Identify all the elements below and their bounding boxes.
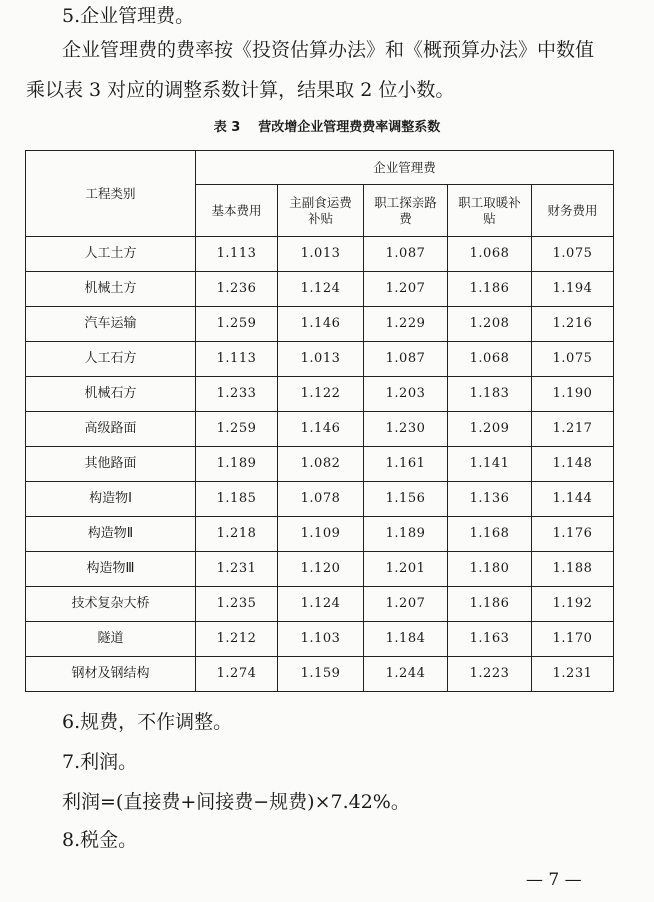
header-col-1: 主副食运费补贴 [278,185,364,237]
row-value: 1.209 [448,412,532,447]
row-value: 1.120 [278,552,364,587]
row-category: 机械石方 [26,377,196,412]
row-value: 1.183 [448,377,532,412]
row-value: 1.124 [278,272,364,307]
row-value: 1.207 [364,587,448,622]
row-category: 汽车运输 [26,307,196,342]
row-value: 1.194 [532,272,614,307]
header-col-3: 职工取暖补贴 [448,185,532,237]
row-category: 高级路面 [26,412,196,447]
row-value: 1.185 [196,482,278,517]
item-5-heading: 5.企业管理费。 [62,5,195,27]
row-value: 1.075 [532,237,614,272]
row-value: 1.078 [278,482,364,517]
coefficient-table [25,150,614,692]
row-value: 1.229 [364,307,448,342]
row-value: 1.156 [364,482,448,517]
page-number: — 7 — [526,870,582,890]
row-value: 1.223 [448,657,532,692]
profit-formula: 利润=(直接费+间接费−规费)×7.42%。 [62,791,410,813]
row-value: 1.233 [196,377,278,412]
item-6-heading: 6.规费，不作调整。 [62,711,233,733]
row-category: 人工土方 [26,237,196,272]
row-value: 1.201 [364,552,448,587]
item-8-heading: 8.税金。 [62,829,138,851]
row-value: 1.244 [364,657,448,692]
row-value: 1.236 [196,272,278,307]
row-value: 1.075 [532,342,614,377]
row-value: 1.124 [278,587,364,622]
row-category: 构造物Ⅰ [26,482,196,517]
header-group-management-fee: 企业管理费 [196,151,614,185]
row-category: 构造物Ⅱ [26,517,196,552]
row-value: 1.113 [196,237,278,272]
row-value: 1.109 [278,517,364,552]
row-value: 1.203 [364,377,448,412]
row-value: 1.176 [532,517,614,552]
row-value: 1.159 [278,657,364,692]
table-row [26,342,614,377]
row-value: 1.216 [532,307,614,342]
row-value: 1.144 [532,482,614,517]
row-value: 1.161 [364,447,448,482]
paragraph-line-2: 乘以表 3 对应的调整系数计算，结果取 2 位小数。 [26,79,455,101]
paragraph-line-1: 企业管理费的费率按《投资估算办法》和《概预算办法》中数值 [62,39,595,61]
row-value: 1.163 [448,622,532,657]
table-row [26,587,614,622]
row-category: 隧道 [26,622,196,657]
row-value: 1.217 [532,412,614,447]
table-row [26,657,614,692]
row-value: 1.184 [364,622,448,657]
table-row [26,237,614,272]
row-value: 1.180 [448,552,532,587]
row-value: 1.087 [364,237,448,272]
table-row [26,482,614,517]
table-row [26,307,614,342]
row-category: 构造物Ⅲ [26,552,196,587]
row-value: 1.259 [196,412,278,447]
row-category: 机械土方 [26,272,196,307]
header-col-0: 基本费用 [196,185,278,237]
row-value: 1.122 [278,377,364,412]
row-value: 1.231 [196,552,278,587]
row-value: 1.087 [364,342,448,377]
table-row [26,552,614,587]
table-row [26,447,614,482]
row-category: 其他路面 [26,447,196,482]
row-category: 人工石方 [26,342,196,377]
row-value: 1.146 [278,412,364,447]
row-value: 1.103 [278,622,364,657]
row-value: 1.068 [448,237,532,272]
table-row [26,622,614,657]
table-caption [0,116,654,135]
row-value: 1.170 [532,622,614,657]
row-value: 1.218 [196,517,278,552]
row-value: 1.136 [448,482,532,517]
row-value: 1.082 [278,447,364,482]
row-value: 1.274 [196,657,278,692]
header-col-2: 职工探亲路费 [364,185,448,237]
row-value: 1.208 [448,307,532,342]
row-value: 1.192 [532,587,614,622]
table-row [26,412,614,447]
row-value: 1.186 [448,587,532,622]
row-category: 技术复杂大桥 [26,587,196,622]
row-value: 1.168 [448,517,532,552]
row-value: 1.068 [448,342,532,377]
table-caption-number: 表 3 [213,120,241,135]
row-value: 1.230 [364,412,448,447]
row-category: 钢材及钢结构 [26,657,196,692]
row-value: 1.189 [196,447,278,482]
row-value: 1.013 [278,237,364,272]
header-category: 工程类别 [26,151,196,237]
row-value: 1.146 [278,307,364,342]
row-value: 1.188 [532,552,614,587]
row-value: 1.013 [278,342,364,377]
table-row [26,377,614,412]
row-value: 1.190 [532,377,614,412]
row-value: 1.235 [196,587,278,622]
row-value: 1.189 [364,517,448,552]
header-col-4: 财务费用 [532,185,614,237]
row-value: 1.141 [448,447,532,482]
table-row [26,517,614,552]
row-value: 1.259 [196,307,278,342]
row-value: 1.212 [196,622,278,657]
table-row [26,272,614,307]
item-7-heading: 7.利润。 [62,751,138,773]
row-value: 1.148 [532,447,614,482]
row-value: 1.231 [532,657,614,692]
table-caption-title: 营改增企业管理费费率调整系数 [258,120,441,135]
row-value: 1.113 [196,342,278,377]
row-value: 1.186 [448,272,532,307]
row-value: 1.207 [364,272,448,307]
